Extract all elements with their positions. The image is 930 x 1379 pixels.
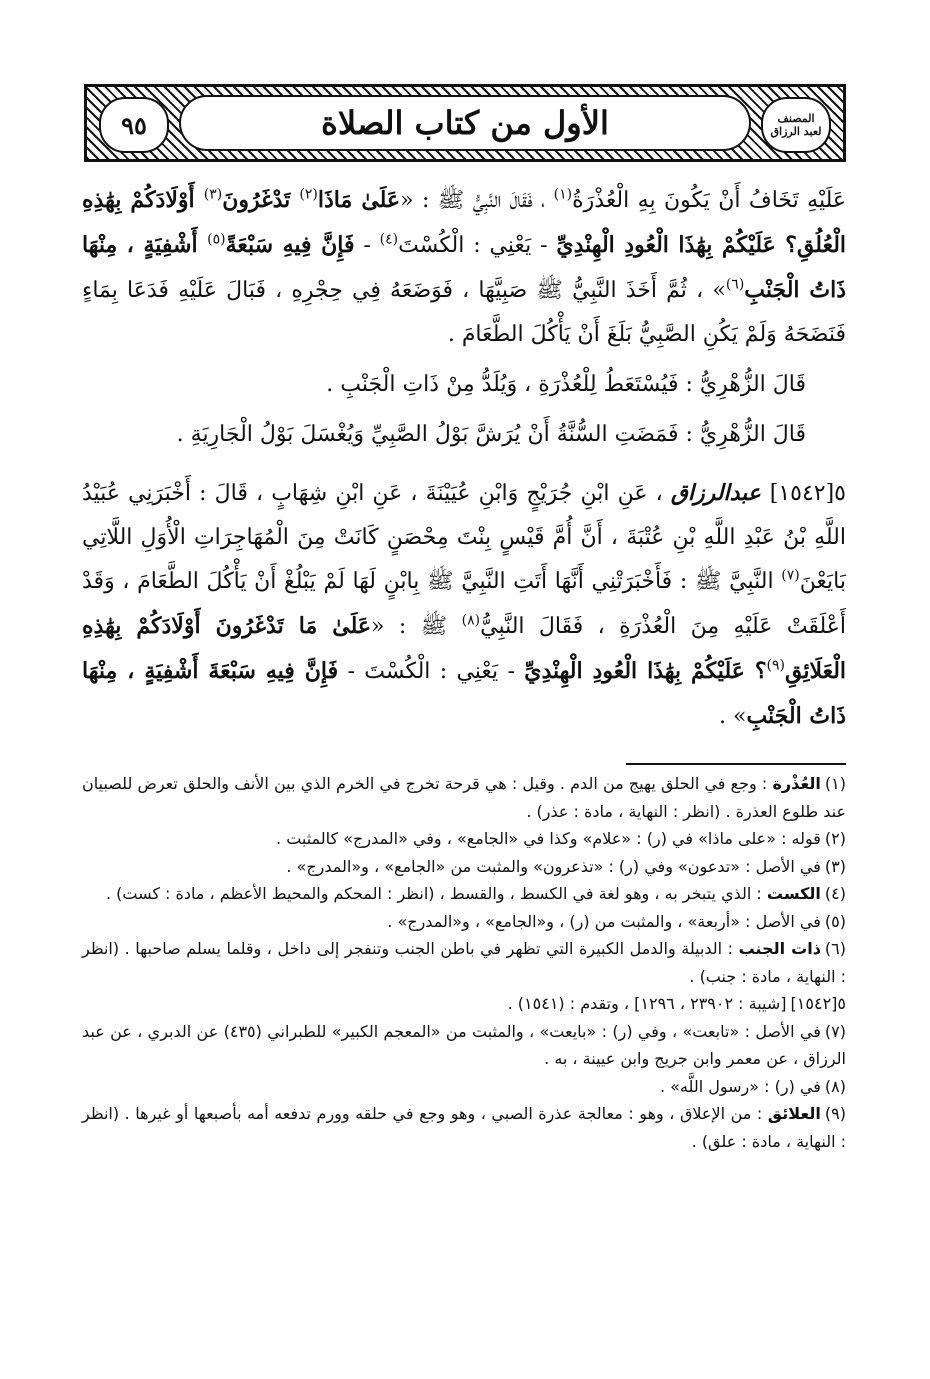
footnote-marker: (٢) bbox=[299, 186, 318, 203]
text-run: » . bbox=[719, 704, 747, 729]
text-run: - يَعْنِي : الْكُسْتَ bbox=[398, 233, 557, 258]
footnote-number: (١) bbox=[824, 774, 846, 793]
footnote bbox=[82, 825, 846, 853]
text-run: ، عَنِ ابْنِ جُرَيْجٍ وَابْنِ عُيَيْنَةَ ، عَنِ ابْنِ شِهَابٍ ، قَالَ : أَخْبَرَنِي عُبَيْدُ اللَّهِ بْنُ عَبْدِ اللَّهِ بْنِ عُتْبَةَ ، أَنَّ أُمَّ قَيْسٍ بِنْتَ مِحْصَنٍ كَانَتْ مِنَ الْمُهَاجِرَاتِ الْأُوَلِ اللَّاتِي بَايَعْنَ bbox=[82, 481, 846, 594]
footnote-marker: (١) bbox=[553, 186, 573, 203]
book-logo-line-1: المصنف bbox=[777, 112, 815, 125]
narrator-name: عبدالرزاق bbox=[670, 480, 770, 506]
footnote-term: العُذْرة bbox=[772, 774, 821, 793]
text-run: » ، ثُمَّ أَخَذَ النَّبِيُّ ﷺ صَبِيَّهَا ، فَوَضَعَهُ فِي حِجْرِهِ ، فَبَالَ عَلَيْهِ فَدَعَا بِمَاءٍ فَنَضَحَهُ وَلَمْ يَكُنِ الصَّبِيُّ بَلَغَ أَنْ يَأْكُلَ الطَّعَامَ . bbox=[82, 278, 846, 347]
main-text bbox=[82, 178, 846, 739]
header-title-frame bbox=[179, 95, 751, 151]
paragraph-zuhri-1: قَالَ الزُّهْرِيُّ : فَيُسْتَعَطُ لِلْعُذْرَةِ ، وَيُلَدُّ مِنْ ذَاتِ الْجَنْبِ . bbox=[326, 372, 806, 397]
text-run: ، فَقَالَ النَّبِيُّ ﷺ : « bbox=[400, 188, 554, 213]
footnote-marker: (٧) bbox=[781, 567, 800, 584]
footnote-number: (٣) bbox=[824, 856, 846, 876]
footnote-number: (٧) bbox=[824, 1021, 847, 1041]
footnote-text: في الأصل : «تدعون» وفي (ر) : «تذعرون» والمثبت من «الجامع» ، و«المدرج» . bbox=[286, 856, 821, 876]
footnote bbox=[82, 908, 846, 936]
footnote-marker: (٥) bbox=[207, 231, 226, 248]
footnote-marker: (٨) bbox=[461, 612, 481, 629]
footnote-number: (٨) bbox=[824, 1076, 846, 1096]
bold-run: فَإِنَّ فِيهِ سَبْعَةً bbox=[225, 232, 355, 258]
text-run: ﷺ : « bbox=[371, 614, 462, 639]
footnote-marker: (٦) bbox=[725, 276, 745, 293]
footnote-text: في الأصل : «تابعت» ، وفي (ر) : «بايعت» ، والمثبت من «المعجم الكبير» للطبراني (٤٣٥) عن الدبري ، عن عبد الرزاق ، عن معمر وابن جريج وابن عيينة ، به . bbox=[82, 1021, 846, 1068]
footnote bbox=[82, 770, 846, 825]
paragraph-zuhri-2: قَالَ الزُّهْرِيُّ : فَمَضَتِ السُّنَّةُ أَنْ يُرَشَّ بَوْلُ الصَّبِيِّ وَيُغْسَلَ بَوْلُ الْجَارِيَةِ . bbox=[176, 422, 806, 447]
footnote bbox=[82, 935, 846, 990]
page-number: ٩٥ bbox=[121, 110, 147, 140]
footnote-text: : الدبيلة والدمل الكبيرة التي تظهر في باطن الجنب وتنفجر إلى داخل ، وقلما يسلم صاحبها . (انظر : النهاية ، مادة : جنب) . bbox=[82, 939, 846, 986]
bold-run: عَلَىٰ مَا تَدْغَرُونَ أَوْلَادَكُمْ بِهَٰذِهِ الْعَلَائِقِ bbox=[82, 613, 847, 684]
footnote bbox=[82, 1073, 846, 1101]
footnote-marker: (٤) bbox=[379, 231, 399, 248]
footnote-divider bbox=[626, 763, 846, 765]
footnote-text: قوله : «على ماذا» في (ر) : «علام» وكذا في «الجامع» ، وفي «المدرج» كالمثبت . bbox=[276, 829, 821, 848]
bold-run: فَإِنَّ فِيهِ سَبْعَةَ أَشْفِيَةٍ ، مِنْهَا ذَاتُ الْجَنْبِ bbox=[82, 658, 846, 729]
footnote bbox=[82, 1018, 846, 1073]
book-logo bbox=[761, 97, 831, 153]
book-logo-line-2: لعبد الرزاق bbox=[770, 125, 822, 138]
text-run: النَّبِيَّ ﷺ : فَأَخْبَرَتْنِي أَنَّهَا أَتَتِ النَّبِيَّ ﷺ بِابْنٍ لَهَا لَمْ يَبْلُغْ أَنْ يَأْكُلَ الطَّعَامَ ، وَقَدْ أَعْلَقَتْ عَلَيْهِ مِنَ الْعُذْرَةِ ، فَقَالَ النَّبِيُّ bbox=[82, 569, 847, 639]
hadith-number: ٥[١٥٤٢] bbox=[769, 481, 846, 506]
footnote-text: في (ر) : «رسول اللَّه» . bbox=[660, 1076, 821, 1096]
footnote-text: : وجع في الحلق يهيج من الدم . وقيل : هي قرحة تخرج في الخرم الذي بين الأنف والحلق تعرض للصبيان عند طلوع العذرة . (انظر : النهاية ، مادة : عذر) . bbox=[82, 774, 846, 821]
footnote-text: : الذي يتبخر به ، وهو لغة في الكسط ، والقسط ، (انظر : المحكم والمحيط الأعظم ، مادة : كست) . bbox=[105, 884, 767, 903]
bold-run: أَوْلَادَكُمْ بِهَٰذِهِ الْعُلُقِ؟ عَلَيْكُمْ بِهَٰذَا الْعُودِ الْهِنْدِيِّ bbox=[82, 187, 847, 258]
footnotes bbox=[82, 770, 846, 1155]
bold-run: ؟ عَلَيْكُمْ بِهَٰذَا الْعُودِ الْهِنْدِيِّ bbox=[524, 658, 767, 684]
page-header bbox=[84, 84, 846, 162]
footnote-number: (٥) bbox=[824, 911, 846, 931]
bold-run: أَشْفِيَةٍ ، مِنْهَا ذَاتُ الْجَنْبِ bbox=[82, 232, 846, 303]
footnote-text: [شيبة : ٢٣٩٠٢ ، ١٢٩٦] ، وتقدم : (١٥٤١) . bbox=[507, 994, 787, 1013]
footnote-term: ذات الجنب bbox=[738, 939, 821, 958]
page-number-medallion bbox=[99, 97, 169, 153]
text-run: - bbox=[354, 233, 380, 258]
footnote-source bbox=[82, 990, 846, 1018]
footnote-number: (٩) bbox=[824, 1104, 846, 1123]
bold-run: عَلَىٰ مَاذَا bbox=[317, 187, 401, 213]
footnote-number: ٥[١٥٤٢] bbox=[790, 994, 846, 1013]
paragraph-hadith-1542 bbox=[82, 471, 846, 739]
footnote-term: الكست bbox=[766, 884, 821, 903]
footnote-marker: (٣) bbox=[203, 186, 223, 203]
footnote-text: : من الإعلاق ، وهو : معالجة عذرة الصبي ، وهو وجع في حلقه وورم تدفعه أمه بأصبعها أو غيرها . (انظر : النهاية ، مادة : علق) . bbox=[82, 1104, 846, 1151]
footnote-marker: (٩) bbox=[766, 657, 785, 674]
footnote-text: في الأصل : «أربعة» ، والمثبت من (ر) ، و«الجامع» ، و«المدرج» . bbox=[387, 911, 821, 931]
footnote bbox=[82, 853, 846, 881]
bold-run: تَدْغَرُونَ bbox=[222, 187, 300, 213]
book-logo-text bbox=[771, 112, 822, 138]
footnote-number: (٦) bbox=[824, 939, 846, 958]
text-run: - يَعْنِي : الْكُسْتَ - bbox=[338, 659, 525, 684]
footnote-number: (٤) bbox=[824, 884, 846, 903]
text-run: عَلَيْهِ تَخَافُ أَنْ يَكُونَ بِهِ الْعُذْرَةُ bbox=[572, 188, 847, 213]
footnote bbox=[82, 880, 846, 908]
chapter-title: الأول من كتاب الصلاة bbox=[321, 104, 609, 142]
footnote-number: (٢) bbox=[824, 829, 846, 848]
paragraph-hadith-continuation bbox=[82, 178, 846, 357]
footnote-term: العلائق bbox=[767, 1104, 821, 1123]
footnote bbox=[82, 1100, 846, 1155]
